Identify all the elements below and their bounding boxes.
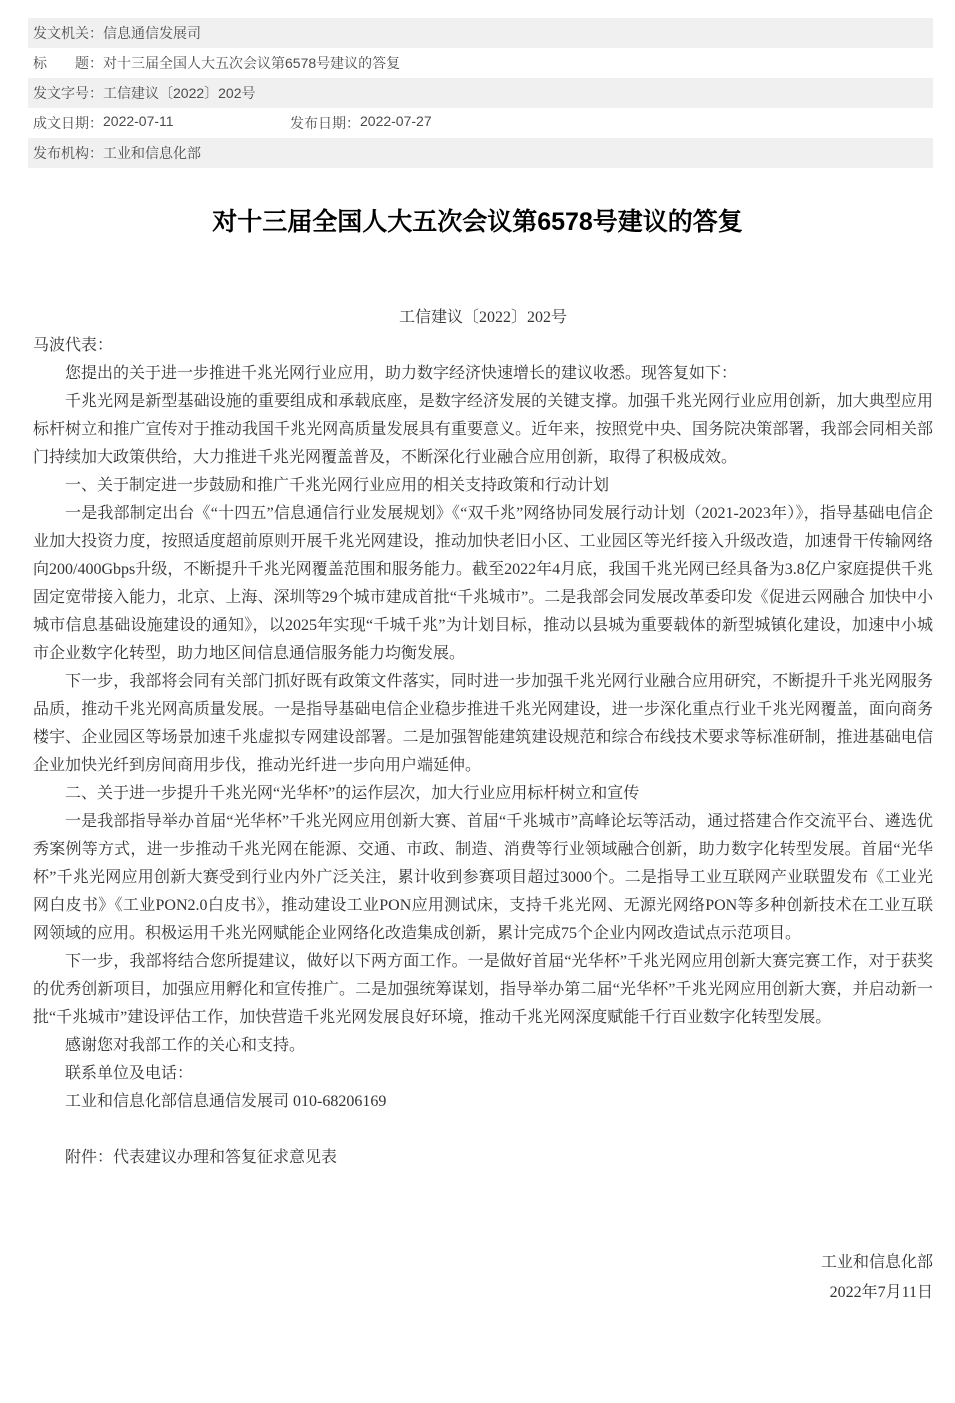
meta-row-dates [28,108,933,138]
meta-value-issuing-office: 信息通信发展司 [103,25,201,41]
issue-date: 2022年7月11日 [829,1284,933,1301]
body-paragraph: 下一步，我部将会同有关部门抓好既有政策文件落实，同时进一步加强千兆光网行业融合应用研究，不断提升千兆光网服务品质，推动千兆光网高质量发展。一是指导基础电信企业稳步推进千兆光网建设，进一步深化重点行业千兆光网覆盖，面向商务楼宇、企业园区等场景加速千兆虚拟专网建设部署。二是加强智能建筑建设规范和综合布线技术要求等标准研制，推进基础电信企业加快光纤到房间商用步伐，推动光纤进一步向用户端延伸。 [33,673,933,774]
meta-value-publisher: 工业和信息化部 [103,145,201,161]
meta-label-publish-date: 发布日期： [290,115,360,131]
meta-value-written-date: 2022-07-11 [103,113,174,129]
attachment-line: 附件：代表建议办理和答复征求意见表 [65,1149,338,1166]
meta-value-publish-date: 2022-07-27 [360,113,432,129]
meta-row-issuing-office [28,18,933,48]
meta-value-title: 对十三届全国人大五次会议第6578号建议的答复 [103,55,401,71]
page-title: 对十三届全国人大五次会议第6578号建议的答复 [212,208,743,236]
meta-label-issuing-office: 发文机关： [33,25,103,41]
document-body [33,304,933,1172]
body-paragraph: 一是我部指导举办首届“光华杯”千兆光网应用创新大赛、首届“千兆城市”高峰论坛等活动，通过搭建合作交流平台、遴选优秀案例等方式，进一步推动千兆光网在能源、交通、市政、制造、消费等行业领域融合创新，助力数字化转型发展。首届“光华杯”千兆光网应用创新大赛受到行业内外广泛关注，累计收到参赛项目超过3000个。二是指导工业互联网产业联盟发布《工业光网白皮书》《工业PON2.0白皮书》，推动建设工业PON应用测试床，支持千兆光网、无源光网络PON等多种创新技术在工业互联网领域的应用。积极运用千兆光网赋能企业网络化改造集成创新，累计完成75个企业内网改造试点示范项目。 [33,813,933,942]
doc-number-line: 工信建议〔2022〕202号 [398,309,567,326]
body-paragraph: 您提出的关于进一步推进千兆光网行业应用，助力数字经济快速增长的建议收悉。现答复如下： [65,365,738,382]
meta-row-doc-number [28,78,933,108]
meta-value-doc-number: 工信建议〔2022〕202号 [103,85,256,101]
body-paragraph: 千兆光网是新型基础设施的重要组成和承载底座，是数字经济发展的关键支撑。加强千兆光网行业应用创新，加大典型应用标杆树立和推广宣传对于推动我国千兆光网高质量发展具有重要意义。近年来，按照党中央、国务院决策部署，我部会同相关部门持续加大政策供给，大力推进千兆光网覆盖普及，不断深化行业融合应用创新，取得了积极成效。 [33,393,933,466]
thanks-line: 感谢您对我部工作的关心和支持。 [65,1037,306,1054]
salutation: 马波代表： [33,337,114,354]
meta-pair-publish-date [290,113,432,133]
meta-pair-written-date [33,113,290,133]
issuer-signature: 工业和信息化部 [820,1254,933,1271]
meta-label-doc-number: 发文字号： [33,85,103,101]
document-meta-table [28,18,933,168]
contact-line: 工业和信息化部信息通信发展司 010-68206169 [65,1093,387,1110]
body-paragraph: 下一步，我部将结合您所提建议，做好以下两方面工作。一是做好首届“光华杯”千兆光网应用创新大赛完赛工作，对于获奖的优秀创新项目，加强应用孵化和宣传推广。二是加强统筹谋划，指导举办第二届“光华杯”千兆光网应用创新大赛，并启动新一批“千兆城市”建设评估工作，加快营造千兆光网发展良好环境，推动千兆光网深度赋能千行百业数字化转型发展。 [33,953,933,1026]
section-heading-1: 一、关于制定进一步鼓励和推广千兆光网行业应用的相关支持政策和行动计划 [65,477,610,494]
meta-label-publisher: 发布机构： [33,145,103,161]
meta-label-title: 标 题： [33,55,103,71]
contact-heading: 联系单位及电话： [65,1065,194,1082]
meta-row-publisher [28,138,933,168]
meta-row-title [28,48,933,78]
signature-block [33,1248,933,1308]
meta-label-written-date: 成文日期： [33,115,103,131]
body-paragraph: 一是我部制定出台《“十四五”信息通信行业发展规划》《“双千兆”网络协同发展行动计划（2021-2023年）》，指导基础电信企业加大投资力度，按照适度超前原则开展千兆光网建设，推动加快老旧小区、工业园区等光纤接入升级改造，加速骨干传输网络向200/400Gbps升级，不断提升千兆光网覆盖范围和服务能力。截至2022年4月底，我国千兆光网已经具备为3.8亿户家庭提供千兆固定宽带接入能力，北京、上海、深圳等29个城市建成首批“千兆城市”。二是我部会同发展改革委印发《促进云网融合 加快中小城市信息基础设施建设的通知》，以2025年实现“千城千兆”为计划目标，推动以县城为重要载体的新型城镇化建设，加速中小城市企业数字化转型，助力地区间信息通信服务能力均衡发展。 [33,505,933,662]
section-heading-2: 二、关于进一步提升千兆光网“光华杯”的运作层次，加大行业应用标杆树立和宣传 [65,785,640,802]
